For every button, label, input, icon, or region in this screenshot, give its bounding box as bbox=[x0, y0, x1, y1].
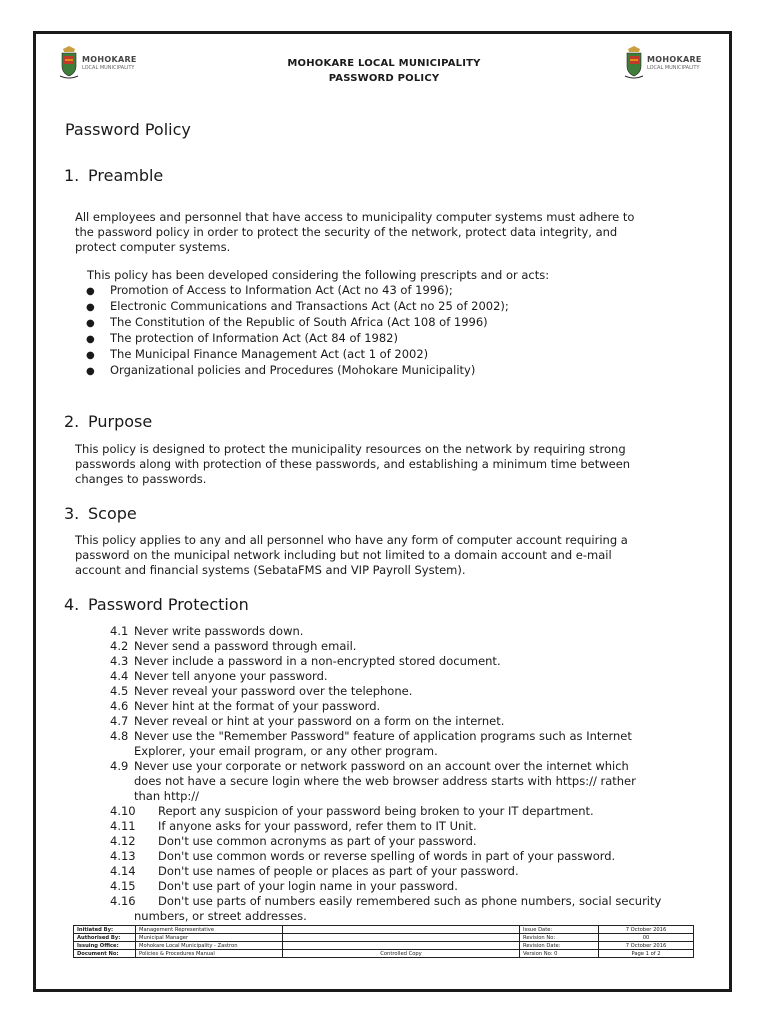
item-number: 4.9 bbox=[110, 759, 129, 773]
purpose-paragraph bbox=[75, 442, 630, 487]
header-policy: PASSWORD POLICY bbox=[328, 73, 440, 84]
section-heading-purpose bbox=[64, 412, 152, 431]
list-item bbox=[110, 684, 412, 699]
list-item bbox=[110, 804, 594, 819]
list-item bbox=[110, 819, 477, 834]
table-cell: Issue Date: bbox=[520, 926, 599, 934]
logo-name: MOHOKARE bbox=[647, 55, 702, 64]
prescripts-intro: This policy has been developed considering the following prescripts and or acts: bbox=[87, 268, 550, 282]
document-control-table bbox=[73, 925, 694, 958]
item-text: Don't use parts of numbers easily remembered such as phone numbers, social security bbox=[158, 894, 662, 908]
item-text: Never tell anyone your password. bbox=[134, 669, 328, 683]
item-number: 4.13 bbox=[110, 849, 136, 863]
item-text: Never use your corporate or network password on an account over the internet which bbox=[134, 759, 629, 773]
table-cell bbox=[283, 942, 520, 950]
section-title: Password Protection bbox=[88, 595, 249, 614]
list-item bbox=[110, 879, 458, 894]
table-cell: Initiated By: bbox=[74, 926, 136, 934]
list-item bbox=[110, 699, 380, 714]
list-item bbox=[110, 669, 328, 684]
item-number: 4.3 bbox=[110, 654, 129, 668]
list-item bbox=[110, 849, 615, 864]
table-cell: Revision No: bbox=[520, 934, 599, 942]
bullet-icon: ● bbox=[86, 302, 95, 313]
item-text: Never hint at the format of your password. bbox=[134, 699, 381, 713]
item-text: Never include a password in a non-encrypted stored document. bbox=[134, 654, 501, 668]
text-line: the password policy in order to protect the security of the network, protect data integrity, and bbox=[75, 225, 618, 239]
item-text: Never write passwords down. bbox=[134, 624, 304, 638]
table-row bbox=[74, 942, 694, 950]
scope-paragraph bbox=[75, 533, 628, 578]
item-number: 4.10 bbox=[110, 804, 136, 818]
text-line: password on the municipal network including but not limited to a domain account and e-mail bbox=[75, 548, 612, 562]
table-cell: Controlled Copy bbox=[283, 950, 520, 958]
list-item-text: The Constitution of the Republic of South Africa (Act 108 of 1996) bbox=[110, 315, 488, 329]
item-text: Don't use common acronyms as part of your password. bbox=[158, 834, 477, 848]
table-cell: Document No: bbox=[74, 950, 136, 958]
document-title: Password Policy bbox=[65, 120, 191, 139]
item-number: 4.11 bbox=[110, 819, 136, 833]
list-item bbox=[110, 714, 504, 729]
list-item-text: Promotion of Access to Information Act (Act no 43 of 1996); bbox=[110, 283, 453, 297]
list-item bbox=[110, 624, 303, 639]
text-line: This policy is designed to protect the municipality resources on the network by requiring strong bbox=[75, 442, 626, 456]
list-item bbox=[110, 639, 356, 654]
table-cell: Version No: 0 bbox=[520, 950, 599, 958]
section-number: 1. bbox=[64, 166, 80, 185]
table-cell: Page 1 of 2 bbox=[599, 950, 694, 958]
text-line: All employees and personnel that have access to municipality computer systems must adhere to bbox=[75, 210, 635, 224]
item-number: 4.4 bbox=[110, 669, 129, 683]
table-cell: 00 bbox=[599, 934, 694, 942]
item-continuation: Explorer, your email program, or any other program. bbox=[134, 744, 438, 758]
logo-subtitle: LOCAL MUNICIPALITY bbox=[82, 65, 135, 71]
item-text: Never reveal or hint at your password on a form on the internet. bbox=[134, 714, 505, 728]
item-number: 4.2 bbox=[110, 639, 129, 653]
item-number: 4.16 bbox=[110, 894, 136, 908]
item-number: 4.7 bbox=[110, 714, 129, 728]
item-continuation: does not have a secure login where the web browser address starts with https:// rather bbox=[134, 774, 636, 788]
list-item-text: Electronic Communications and Transactions Act (Act no 25 of 2002); bbox=[110, 299, 509, 313]
bullet-icon: ● bbox=[86, 366, 95, 377]
bullet-icon: ● bbox=[86, 318, 95, 329]
list-item bbox=[110, 654, 501, 669]
item-number: 4.8 bbox=[110, 729, 129, 743]
table-row bbox=[74, 934, 694, 942]
item-text: Don't use names of people or places as part of your password. bbox=[158, 864, 519, 878]
text-line: passwords along with protection of these passwords, and establishing a minimum time between bbox=[75, 457, 631, 471]
table-cell: Authorised By: bbox=[74, 934, 136, 942]
section-title: Purpose bbox=[88, 412, 153, 431]
section-number: 2. bbox=[64, 412, 80, 431]
list-item bbox=[86, 315, 488, 331]
table-cell: Management Representative bbox=[136, 926, 283, 934]
table-cell: Policies & Procedures Manual bbox=[136, 950, 283, 958]
list-item bbox=[86, 347, 428, 363]
table-cell: Mohokare Local Municipality - Zastron bbox=[136, 942, 283, 950]
table-cell: Revision Date: bbox=[520, 942, 599, 950]
list-item bbox=[110, 894, 661, 909]
list-item bbox=[86, 299, 509, 315]
list-item bbox=[86, 363, 475, 379]
table-row bbox=[74, 926, 694, 934]
list-item-text: Organizational policies and Procedures (Mohokare Municipality) bbox=[110, 363, 476, 377]
header-municipality: MOHOKARE LOCAL MUNICIPALITY bbox=[287, 58, 481, 69]
section-title: Scope bbox=[88, 504, 137, 523]
bullet-icon: ● bbox=[86, 286, 95, 297]
item-number: 4.1 bbox=[110, 624, 129, 638]
list-item bbox=[110, 729, 632, 744]
table-cell: Municipal Manager bbox=[136, 934, 283, 942]
item-text: If anyone asks for your password, refer them to IT Unit. bbox=[158, 819, 477, 833]
text-line: This policy applies to any and all personnel who have any form of computer account requiring a bbox=[75, 533, 628, 547]
item-number: 4.5 bbox=[110, 684, 129, 698]
item-number: 4.14 bbox=[110, 864, 136, 878]
list-item bbox=[86, 331, 398, 347]
section-number: 3. bbox=[64, 504, 80, 523]
item-text: Never use the "Remember Password" feature of application programs such as Internet bbox=[134, 729, 632, 743]
section-heading-preamble bbox=[64, 166, 163, 185]
item-number: 4.15 bbox=[110, 879, 136, 893]
bullet-icon: ● bbox=[86, 350, 95, 361]
text-line: account and financial systems (SebataFMS and VIP Payroll System). bbox=[75, 563, 466, 577]
section-heading-scope bbox=[64, 504, 137, 523]
item-text: Never send a password through email. bbox=[134, 639, 357, 653]
text-line: protect computer systems. bbox=[75, 240, 231, 254]
logo-name: MOHOKARE bbox=[82, 55, 137, 64]
list-item-text: The protection of Information Act (Act 84 of 1982) bbox=[110, 331, 398, 345]
section-title: Preamble bbox=[88, 166, 164, 185]
table-cell bbox=[283, 926, 520, 934]
logo-subtitle: LOCAL MUNICIPALITY bbox=[647, 65, 700, 71]
preamble-paragraph bbox=[75, 210, 634, 255]
table-cell: 7 October 2016 bbox=[599, 926, 694, 934]
list-item bbox=[86, 283, 453, 299]
table-row bbox=[74, 950, 694, 958]
item-continuation: numbers, or street addresses. bbox=[134, 909, 307, 923]
item-continuation: than http:// bbox=[134, 789, 200, 803]
item-text: Report any suspicion of your password being broken to your IT department. bbox=[158, 804, 594, 818]
list-item bbox=[110, 864, 519, 879]
section-number: 4. bbox=[64, 595, 80, 614]
item-text: Don't use common words or reverse spelling of words in part of your password. bbox=[158, 849, 616, 863]
item-text: Never reveal your password over the telephone. bbox=[134, 684, 413, 698]
item-text: Don't use part of your login name in your password. bbox=[158, 879, 458, 893]
item-number: 4.12 bbox=[110, 834, 136, 848]
section-heading-protection bbox=[64, 595, 249, 614]
table-cell: 7 October 2016 bbox=[599, 942, 694, 950]
bullet-icon: ● bbox=[86, 334, 95, 345]
table-cell: Issuing Office: bbox=[74, 942, 136, 950]
item-number: 4.6 bbox=[110, 699, 129, 713]
list-item bbox=[110, 759, 629, 774]
list-item-text: The Municipal Finance Management Act (act 1 of 2002) bbox=[110, 347, 429, 361]
list-item bbox=[110, 834, 477, 849]
table-cell bbox=[283, 934, 520, 942]
text-line: changes to passwords. bbox=[75, 472, 207, 486]
